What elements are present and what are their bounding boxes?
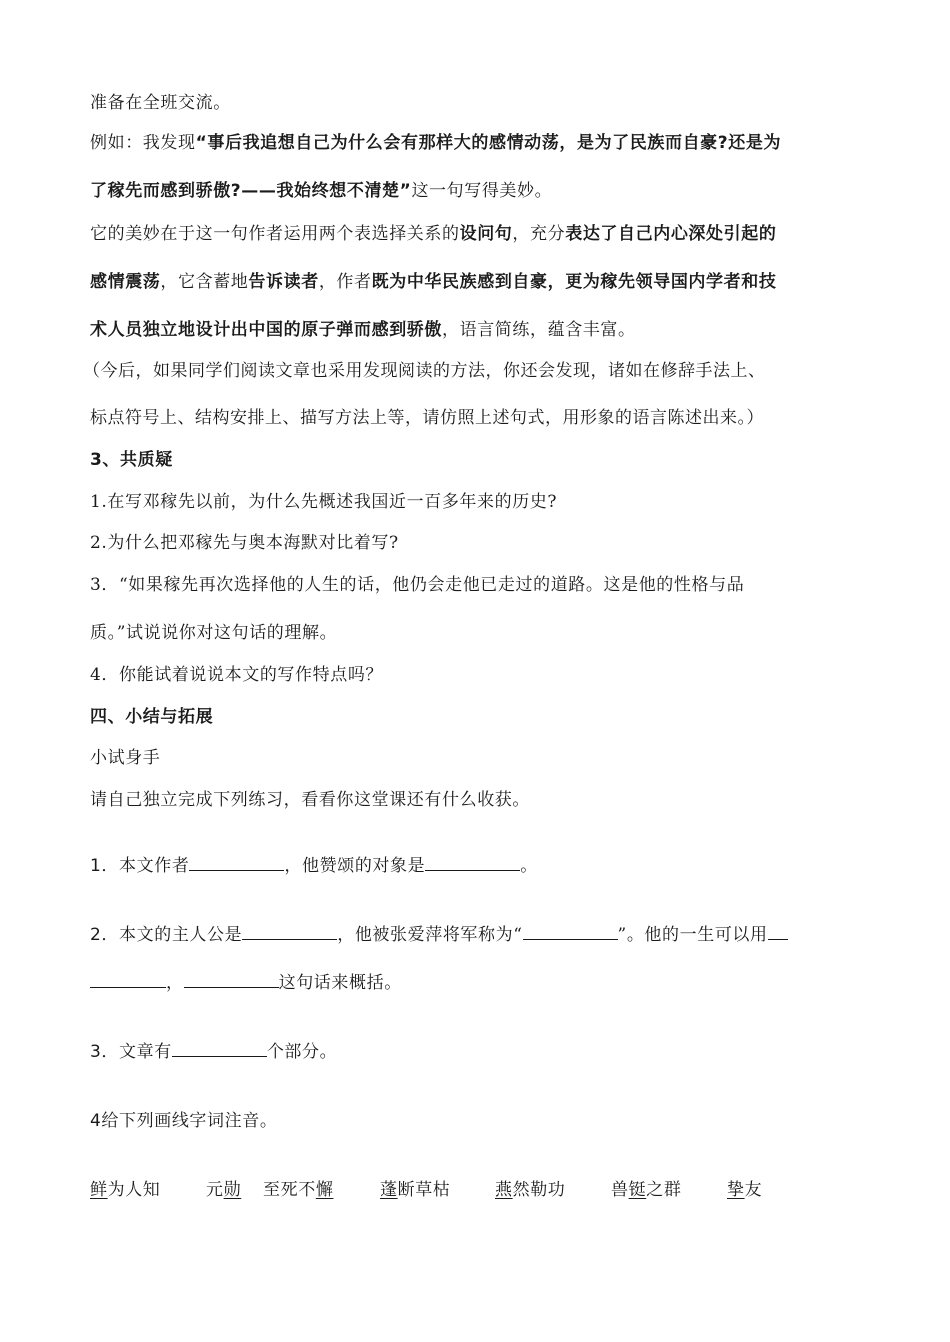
analysis-bold: 既为中华民族感到自豪，更为稼先领导国内学者和技 bbox=[371, 272, 777, 292]
answer-blank[interactable] bbox=[768, 922, 788, 940]
analysis-line-3 bbox=[90, 315, 636, 340]
analysis-line-1 bbox=[90, 219, 776, 244]
example-suffix: 这一句写得美妙。 bbox=[411, 181, 553, 201]
pinyin-word: 至死不懈 bbox=[263, 1180, 334, 1200]
pinyin-word: 鲜为人知 bbox=[90, 1180, 161, 1200]
try-title-text: 小试身手 bbox=[90, 748, 161, 768]
exercise-text: ，他被张爱萍将军称为“ bbox=[337, 925, 523, 945]
exercise-text: 个部分。 bbox=[266, 1042, 338, 1062]
answer-blank[interactable] bbox=[90, 970, 166, 988]
pinyin-word: 挚友 bbox=[727, 1180, 763, 1200]
exercise-text: ，他赞颂的对象是 bbox=[284, 856, 426, 876]
exercise-text: ．文章有 bbox=[101, 1042, 172, 1062]
example-prefix: 例如：我发现 bbox=[90, 133, 196, 153]
analysis-text: ，作者 bbox=[318, 272, 372, 292]
question-3-line-1 bbox=[90, 570, 744, 595]
answer-blank[interactable] bbox=[172, 1039, 267, 1057]
section-4-heading bbox=[90, 702, 213, 727]
question-4-text: 4．你能试着说说本文的写作特点吗？ bbox=[90, 665, 384, 685]
exercise-text: ．本文的主人公是 bbox=[101, 925, 243, 945]
example-quote-2: 了稼先而感到骄傲?——我始终想不清楚” bbox=[90, 181, 412, 201]
analysis-text: 它的美妙在于这一句作者运用两个表选择关系的 bbox=[90, 224, 460, 244]
example-quote-1: “事后我追想自己为什么会有那样大的感情动荡，是为了民族而自豪?还是为 bbox=[195, 133, 782, 153]
exercise-2-line-2 bbox=[90, 968, 402, 993]
section-3-heading-text: 3、共质疑 bbox=[90, 450, 173, 470]
analysis-text: ，语言简练，蕴含丰富。 bbox=[442, 320, 636, 340]
try-title bbox=[90, 743, 160, 768]
instruction bbox=[90, 785, 530, 810]
analysis-bold: 感情震荡 bbox=[90, 272, 161, 292]
answer-blank[interactable] bbox=[425, 853, 520, 871]
question-4 bbox=[90, 660, 383, 685]
section-4-heading-text: 四、小结与拓展 bbox=[90, 707, 214, 727]
section-3-heading bbox=[90, 445, 173, 470]
note-text-1: （今后，如果同学们阅读文章也采用发现阅读的方法，你还会发现，诸如在修辞手法上、 bbox=[83, 361, 766, 381]
example-line-2 bbox=[90, 176, 552, 201]
exercise-number: 2 bbox=[90, 925, 102, 945]
exercise-text: 。 bbox=[520, 856, 538, 876]
exercise-number: 4 bbox=[90, 1111, 102, 1131]
question-2 bbox=[90, 528, 399, 553]
answer-blank[interactable] bbox=[242, 922, 337, 940]
question-1 bbox=[90, 487, 557, 512]
exercise-1 bbox=[90, 851, 538, 876]
analysis-line-2 bbox=[90, 267, 776, 292]
analysis-text: ，充分 bbox=[512, 224, 566, 244]
note-line-2 bbox=[90, 403, 764, 428]
pinyin-word: 元勋 bbox=[206, 1180, 242, 1200]
exercise-2-line-1 bbox=[90, 920, 788, 945]
question-3-text-1: 3．“如果稼先再次选择他的人生的话，他仍会走他已走过的道路。这是他的性格与品 bbox=[90, 575, 745, 595]
analysis-bold: 告诉读者 bbox=[248, 272, 319, 292]
answer-blank[interactable] bbox=[189, 853, 284, 871]
pinyin-word-list bbox=[90, 1175, 790, 1199]
analysis-text: ，它含蓄地 bbox=[160, 272, 249, 292]
exercise-number: 1 bbox=[90, 856, 102, 876]
intro-paragraph bbox=[90, 88, 231, 113]
pinyin-word: 蓬断草枯 bbox=[380, 1180, 451, 1200]
exercise-text: 这句话来概括。 bbox=[278, 973, 402, 993]
note-line-1 bbox=[83, 356, 766, 381]
instruction-text: 请自己独立完成下列练习，看看你这堂课还有什么收获。 bbox=[90, 790, 530, 810]
answer-blank[interactable] bbox=[184, 970, 279, 988]
analysis-bold: 表达了自己内心深处引起的 bbox=[565, 224, 777, 244]
exercise-4 bbox=[90, 1106, 277, 1131]
question-1-text: 1.在写邓稼先以前，为什么先概述我国近一百多年来的历史? bbox=[90, 492, 558, 512]
example-line-1 bbox=[90, 128, 781, 153]
exercise-number: 3 bbox=[90, 1042, 102, 1062]
intro-text: 准备在全班交流。 bbox=[90, 93, 231, 113]
exercise-3 bbox=[90, 1037, 337, 1062]
question-3-text-2: 质。”试说说你对这句话的理解。 bbox=[90, 623, 338, 643]
note-text-2: 标点符号上、结构安排上、描写方法上等，请仿照上述句式，用形象的语言陈述出来。） bbox=[90, 408, 764, 428]
exercise-text: 给下列画线字词注音。 bbox=[101, 1111, 278, 1131]
exercise-text: ， bbox=[166, 973, 184, 993]
exercise-text: ．本文作者 bbox=[101, 856, 190, 876]
question-2-text: 2.为什么把邓稼先与奥本海默对比着写? bbox=[90, 533, 399, 553]
question-3-line-2 bbox=[90, 618, 337, 643]
pinyin-word: 兽铤之群 bbox=[611, 1180, 682, 1200]
answer-blank[interactable] bbox=[523, 922, 618, 940]
exercise-text: ”。他的一生可以用 bbox=[617, 925, 768, 945]
analysis-bold: 术人员独立地设计出中国的原子弹而感到骄傲 bbox=[90, 320, 442, 340]
analysis-bold: 设问句 bbox=[459, 224, 513, 244]
pinyin-word: 燕然勒功 bbox=[495, 1180, 566, 1200]
